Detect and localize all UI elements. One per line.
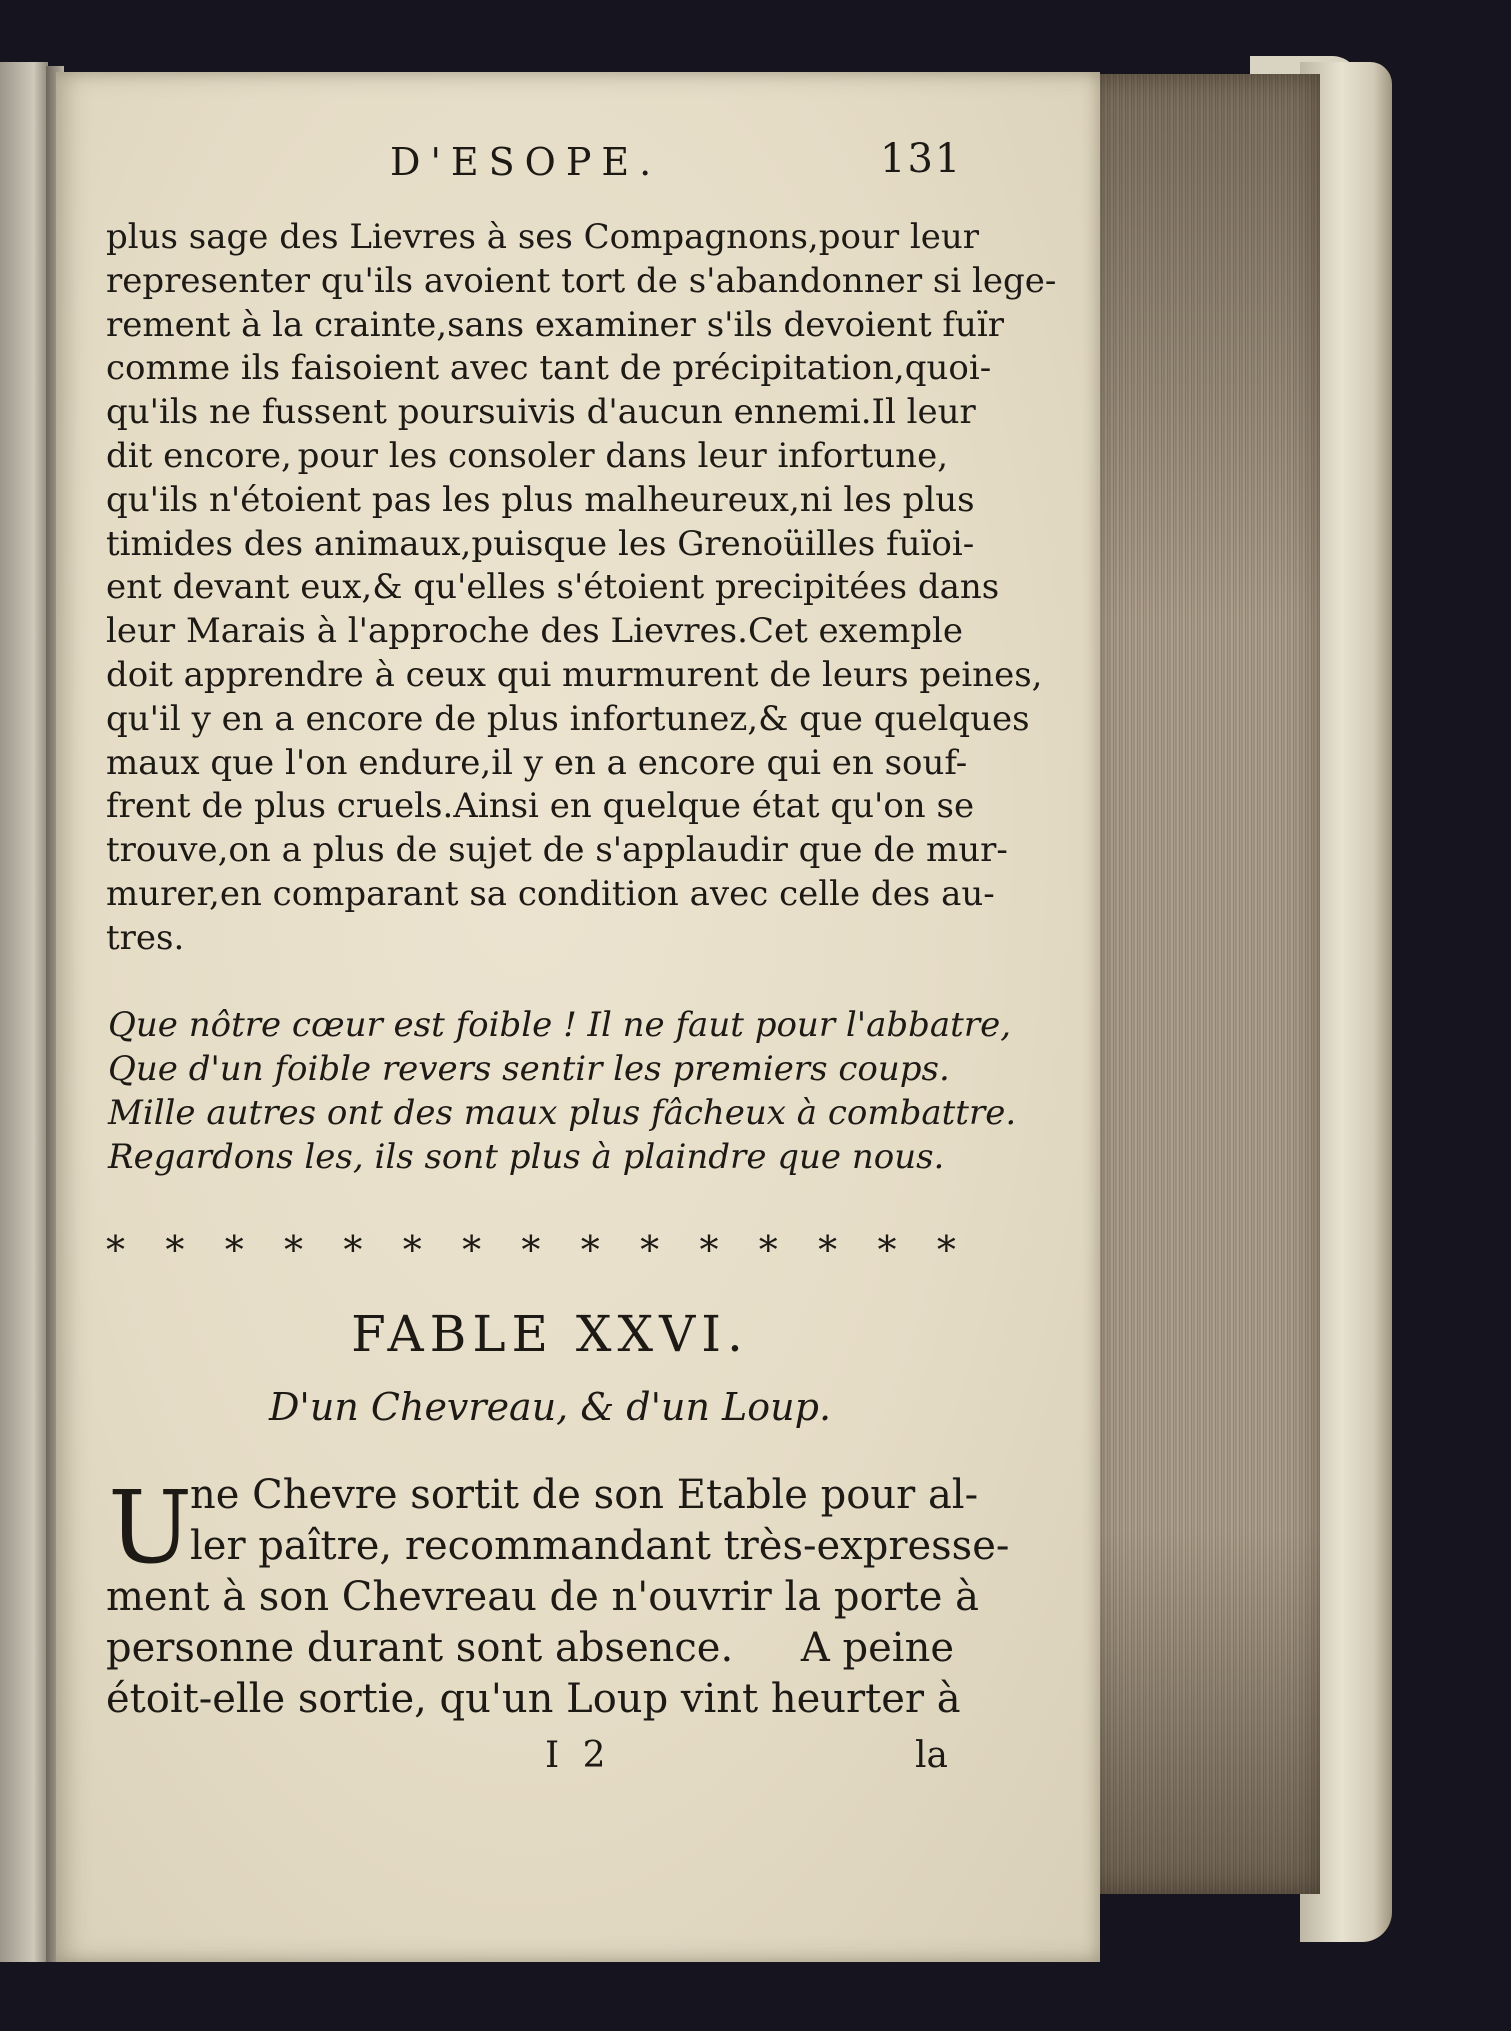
verse-line: Mille autres ont des maux plus fâcheux à combattre. xyxy=(108,1093,1017,1133)
asterisk-ornament: * xyxy=(343,1228,363,1272)
text-segment: Il leur xyxy=(871,392,976,433)
running-head: D'ESOPE. xyxy=(390,140,662,184)
catchword: la xyxy=(915,1735,948,1776)
text-segment: ler paître, recommandant très-expresse- xyxy=(190,1523,1010,1569)
asterisk-ornament: * xyxy=(106,1228,125,1272)
fable-title: FABLE XXVI. xyxy=(351,1305,749,1363)
fable-line xyxy=(106,1470,979,1521)
text-segment: pour leur xyxy=(818,217,980,257)
text-segment: & que quelques xyxy=(758,698,1030,739)
text-segment: ment à son Chevreau de n'ouvrir la porte à xyxy=(106,1574,979,1620)
fable-subtitle: D'un Chevreau, & d'un Loup. xyxy=(268,1385,832,1429)
page-number: 131 xyxy=(880,136,963,182)
fable-text xyxy=(106,1470,1010,1725)
asterisk-ornament: * xyxy=(877,1228,897,1272)
text-line xyxy=(106,391,976,435)
text-segment: Ainsi en quelque état qu'on se xyxy=(453,786,975,827)
text-segment: sans examiner s'ils devoient fuïr xyxy=(447,304,1005,345)
text-segment: il y en a encore qui en souf- xyxy=(491,742,968,783)
fable-line xyxy=(106,1623,954,1674)
text-segment: trouve, xyxy=(106,830,229,871)
asterisk-ornament: * xyxy=(758,1228,778,1272)
text-line xyxy=(106,654,1043,698)
asterisk-ornament: * xyxy=(224,1228,244,1272)
text-segment: plus sage des Lievres à ses Compagnons, xyxy=(106,217,819,257)
text-segment: qu'ils ne fussent poursuivis d'aucun ennemi. xyxy=(106,392,872,433)
asterisk-ornament: * xyxy=(580,1228,600,1272)
asterisk-ornament: * xyxy=(284,1228,304,1272)
fable-line xyxy=(106,1674,961,1725)
text-line xyxy=(106,523,975,567)
text-segment: quoi- xyxy=(904,348,992,389)
asterisk-ornament: * xyxy=(462,1228,482,1272)
text-line xyxy=(106,698,1030,742)
text-segment: personne durant sont absence. xyxy=(106,1625,734,1671)
fore-edge-shading xyxy=(1090,74,1320,1894)
text-segment: maux que l'on endure, xyxy=(106,742,492,783)
verse-line: Que nôtre cœur est foible ! Il ne faut pour l'abbatre, xyxy=(108,1005,1012,1045)
fable-line xyxy=(106,1521,1010,1572)
text-segment: rement à la crainte, xyxy=(106,304,448,345)
left-page-edge xyxy=(0,62,48,1962)
drop-cap: U xyxy=(108,1469,193,1586)
text-line xyxy=(106,566,1000,610)
text-segment: timides des animaux, xyxy=(106,523,472,564)
text-segment: ne Chevre sortit de son Etable pour al- xyxy=(190,1472,979,1518)
text-segment: doit apprendre à ceux qui murmurent de leurs peines, xyxy=(106,654,1043,695)
verse-line: Regardons les, ils sont plus à plaindre que nous. xyxy=(108,1137,945,1177)
text-segment: & qu'elles s'étoient precipitées dans xyxy=(372,567,1000,608)
text-line xyxy=(106,917,948,961)
asterisk-ornament: * xyxy=(936,1228,956,1272)
asterisk-ornament: * xyxy=(165,1228,185,1272)
asterisk-ornament-row xyxy=(106,1228,956,1272)
text-segment: comme ils faisoient avec tant de précipitation, xyxy=(106,348,905,389)
text-segment: Cet exemple xyxy=(747,611,963,652)
text-line xyxy=(106,479,975,523)
text-line xyxy=(106,785,975,829)
signature-mark: I 2 xyxy=(545,1735,612,1776)
text-line xyxy=(106,216,980,260)
text-segment: murer, xyxy=(106,873,220,914)
fable-line xyxy=(106,1572,979,1623)
text-line xyxy=(106,742,968,786)
asterisk-ornament: * xyxy=(818,1228,838,1272)
text-segment: ent devant eux, xyxy=(106,567,373,608)
text-segment: tres. xyxy=(106,917,185,958)
text-line xyxy=(106,347,992,391)
text-segment: qu'ils n'étoient pas les plus malheureux, xyxy=(106,479,800,520)
text-segment: A peine xyxy=(800,1625,954,1671)
text-segment: leur Marais à l'approche des Lievres. xyxy=(106,611,748,652)
text-line xyxy=(106,829,1008,873)
asterisk-ornament: * xyxy=(640,1228,660,1272)
text-segment: qu'il y en a encore de plus infortunez, xyxy=(106,698,759,739)
text-segment: en comparant sa condition avec celle des au- xyxy=(219,873,995,914)
text-segment: ni les plus xyxy=(799,479,975,520)
moral-prose xyxy=(106,216,1057,961)
asterisk-ornament: * xyxy=(402,1228,422,1272)
text-segment: étoit-elle sortie, qu'un Loup vint heurter à xyxy=(106,1676,961,1722)
verse-line: Que d'un foible revers sentir les premiers coups. xyxy=(108,1049,950,1089)
text-segment: representer qu'ils avoient tort de s'abandonner si lege- xyxy=(106,260,1057,301)
text-segment: on a plus de sujet de s'applaudir que de mur- xyxy=(228,830,1008,871)
text-line xyxy=(106,435,948,479)
asterisk-ornament: * xyxy=(521,1228,541,1272)
asterisk-ornament: * xyxy=(699,1228,719,1272)
verse-quatrain xyxy=(108,1003,1017,1179)
text-line xyxy=(106,873,995,917)
text-segment: dit encore, xyxy=(106,435,292,476)
text-segment: puisque les Grenoüilles fuïoi- xyxy=(471,523,975,564)
text-line xyxy=(106,260,1057,304)
text-line xyxy=(106,304,1005,348)
text-segment: pour les consoler dans leur infortune, xyxy=(297,435,948,476)
text-line xyxy=(106,610,963,654)
text-segment: frent de plus cruels. xyxy=(106,786,454,827)
